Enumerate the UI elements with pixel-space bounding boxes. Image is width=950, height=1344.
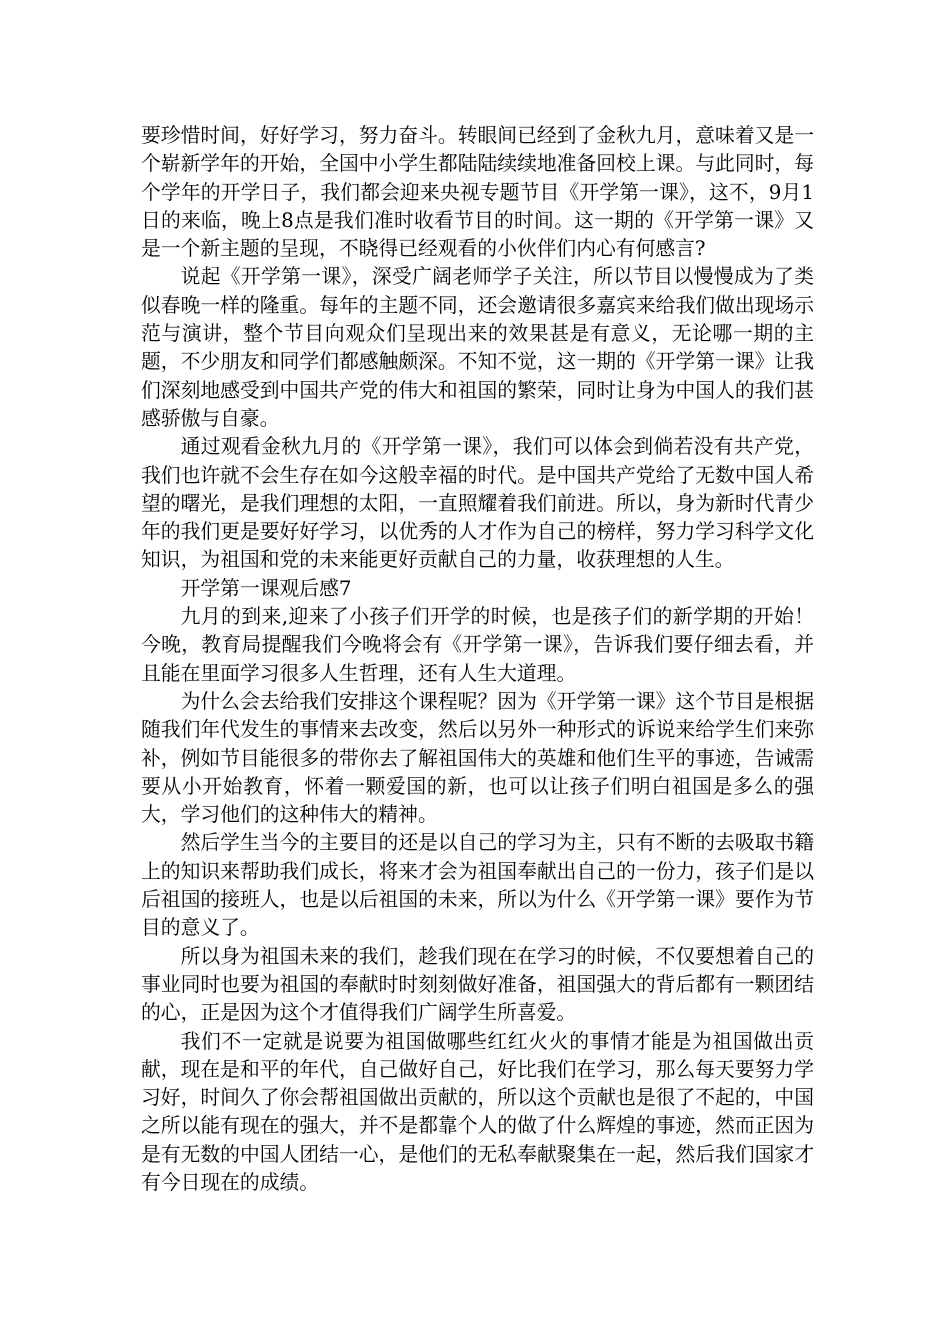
paragraph-3: 通过观看金秋九月的《开学第一课》，我们可以体会到倘若没有共产党，我们也许就不会生存在如今这般幸福的时代。是中国共产党给了无数中国人希望的曙光，是我们理想的太阳，一直照耀着我们前进。所以，身为新时代青少年的我们更是要好好学习，以优秀的人才作为自己的榜样，努力学习科学文化知识，为祖国和党的未来能更好贡献自己的力量，收获理想的人生。 [141, 435, 814, 572]
paragraph-6: 然后学生当今的主要目的还是以自己的学习为主，只有不断的去吸取书籍上的知识来帮助我们成长，将来才会为祖国奉献出自己的一份力，孩子们是以后祖国的接班人，也是以后祖国的未来，所以为什么《开学第一课》要作为节目的意义了。 [141, 831, 814, 940]
paragraph-4: 九月的到来,迎来了小孩子们开学的时候，也是孩子们的新学期的开始！今晚，教育局提醒我们今晚将会有《开学第一课》，告诉我们要仔细去看，并且能在里面学习很多人生哲理，还有人生大道理。 [141, 605, 814, 685]
section-heading: 开学第一课观后感7 [180, 576, 352, 600]
paragraph-2: 说起《开学第一课》，深受广阔老师学子关注，所以节目以慢慢成为了类似春晚一样的隆重。每年的主题不同，还会邀请很多嘉宾来给我们做出现场示范与演讲，整个节目向观众们呈现出来的效果甚是有意义，无论哪一期的主题，不少朋友和同学们都感触颇深。不知不觉，这一期的《开学第一课》让我们深刻地感受到中国共产党的伟大和祖国的繁荣，同时让身为中国人的我们甚感骄傲与自豪。 [141, 265, 814, 430]
paragraph-5: 为什么会去给我们安排这个课程呢？因为《开学第一课》这个节目是根据随我们年代发生的事情来去改变，然后以另外一种形式的诉说来给学生们来弥补，例如节目能很多的带你去了解祖国伟大的英雄和他们生平的事迹，告诫需要从小开始教育，怀着一颗爱国的新，也可以让孩子们明白祖国是多么的强大，学习他们的这种伟大的精神。 [141, 689, 814, 827]
paragraph-7: 所以身为祖国未来的我们，趁我们现在在学习的时候，不仅要想着自己的事业同时也要为祖国的奉献时时刻刻做好准备，祖国强大的背后都有一颗团结的心，正是因为这个才值得我们广阔学生所喜爱。 [141, 944, 814, 1025]
body-text [141, 122, 814, 1197]
paragraph-8: 我们不一定就是说要为祖国做哪些红红火火的事情才能是为祖国做出贡献，现在是和平的年代，自己做好自己，好比我们在学习，那么每天要努力学习好，时间久了你会帮祖国做出贡献的，所以这个贡献也是很了不起的，中国之所以能有现在的强大，并不是都靠个人的做了什么辉煌的事迹，然而正因为是有无数的中国人团结一心，是他们的无私奉献聚集在一起，然后我们国家才有今日现在的成绩。 [141, 1029, 814, 1194]
paragraph-1: 要珍惜时间，好好学习，努力奋斗。转眼间已经到了金秋九月，意味着又是一个崭新学年的开始，全国中小学生都陆陆续续地准备回校上课。与此同时，每个学年的开学日子，我们都会迎来央视专题节目《开学第一课》，这不，9月1日的来临，晚上8点是我们准时收看节目的时间。这一期的《开学第一课》又是一个新主题的呈现，不晓得已经观看的小伙伴们内心有何感言? [141, 124, 814, 261]
